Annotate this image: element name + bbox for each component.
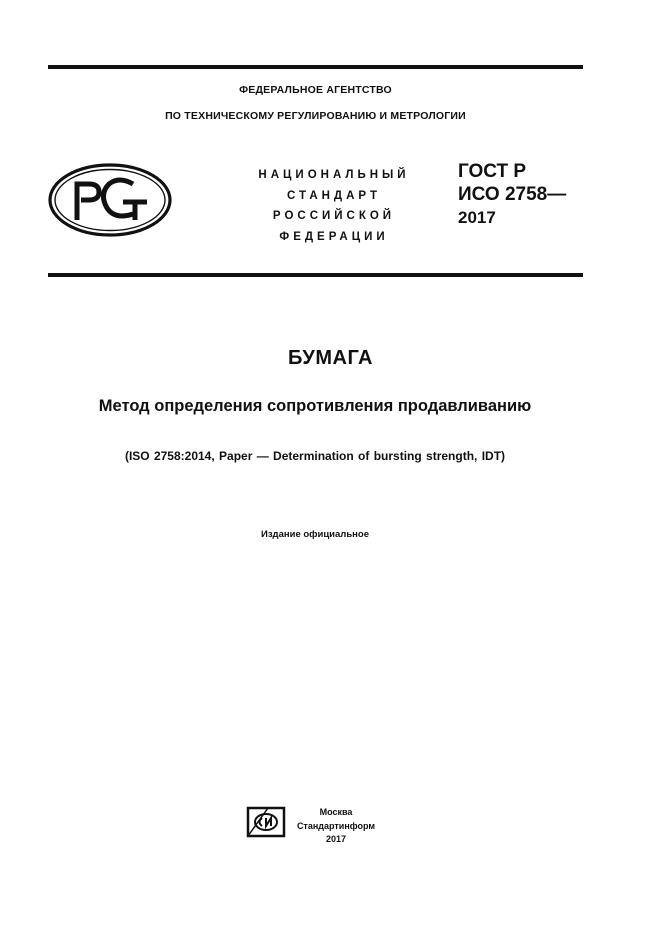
publisher-block: [296, 806, 376, 847]
designation-line2: ИСО 2758—: [458, 184, 567, 205]
top-divider: [48, 65, 583, 69]
standard-type: [236, 165, 432, 247]
document-title: БУМАГА: [288, 347, 373, 369]
standard-designation: [458, 160, 566, 229]
publisher-year: 2017: [325, 834, 347, 844]
agency-name-line1: ФЕДЕРАЛЬНОЕ АГЕНТСТВО: [239, 84, 392, 96]
standard-type-line4: ФЕДЕРАЦИИ: [279, 230, 389, 243]
document-subtitle: Метод определения сопротивления продавливанию: [98, 397, 532, 415]
publisher-name: Стандартинформ: [296, 820, 376, 831]
designation-line1: ГОСТ Р: [458, 161, 527, 182]
middle-divider: [48, 273, 583, 277]
agency-name-line2: ПО ТЕХНИЧЕСКОМУ РЕГУЛИРОВАНИЮ И МЕТРОЛОГИИ: [165, 110, 466, 122]
standard-type-line1: НАЦИОНАЛЬНЫЙ: [258, 169, 410, 181]
rst-emblem-icon: [47, 162, 173, 238]
iso-reference: (ISO 2758:2014, Paper — Determination of bursting strength, IDT): [124, 449, 506, 463]
edition-label: Издание официальное: [261, 529, 369, 540]
standard-type-line2: СТАНДАРТ: [287, 189, 381, 202]
standard-type-line3: РОССИЙСКОЙ: [272, 210, 396, 222]
standartinform-logo-icon: [246, 806, 286, 838]
designation-year: 2017: [458, 208, 496, 227]
publisher-city: Москва: [319, 807, 353, 817]
